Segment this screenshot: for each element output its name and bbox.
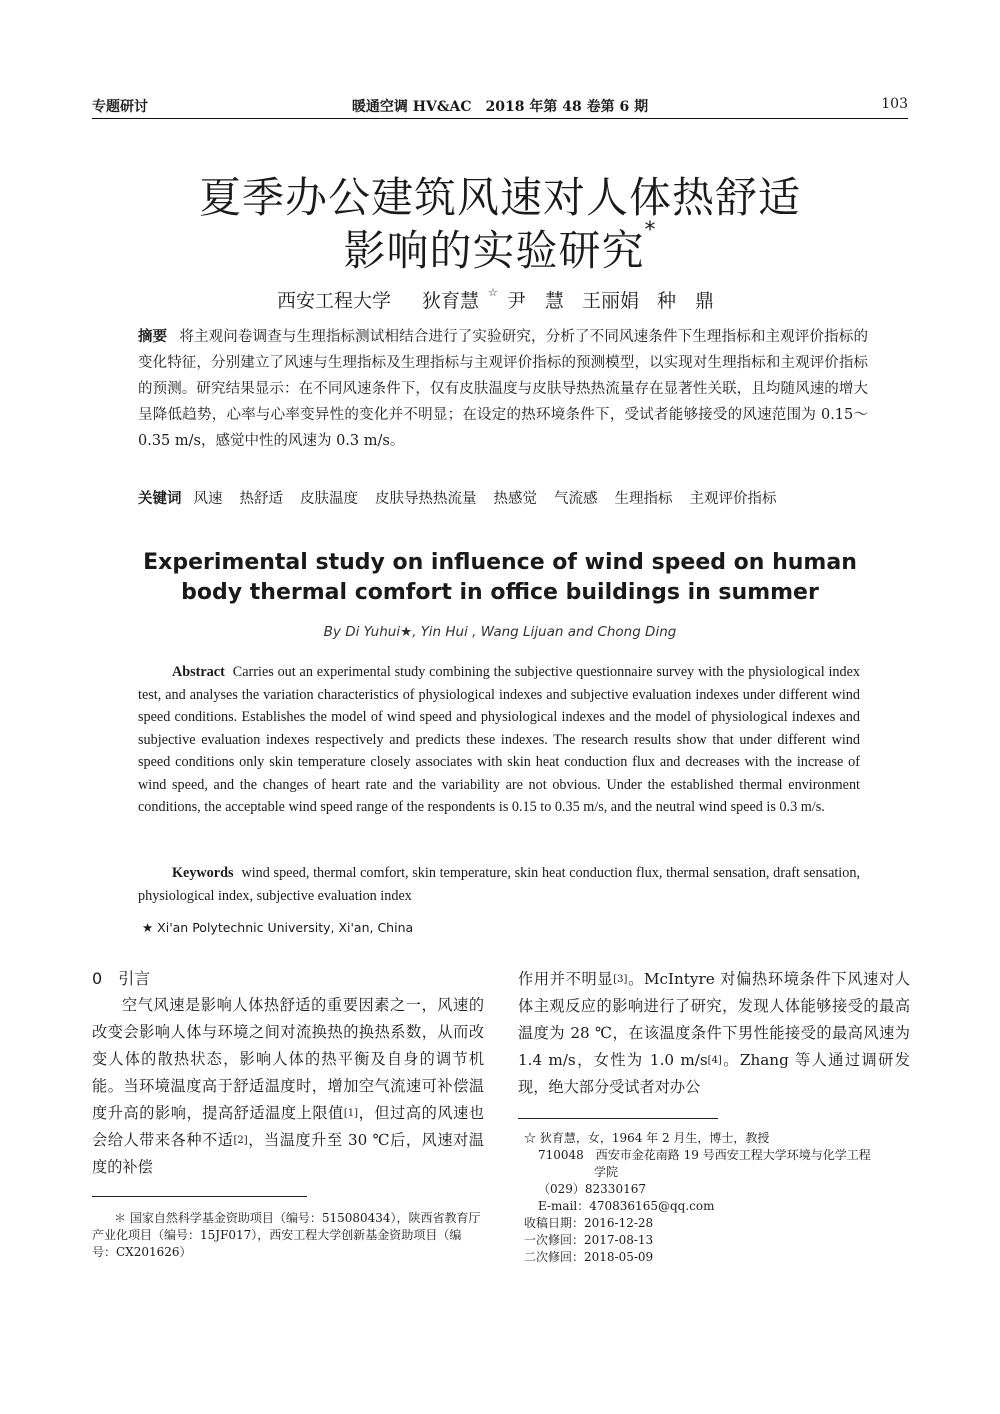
running-header-section: 专题研讨 — [92, 99, 148, 115]
footnote-line: 学院 — [594, 1165, 619, 1179]
footnote-revision-2: 二次修回：2018-05-09 — [524, 1250, 654, 1264]
citation: [3] — [613, 974, 628, 985]
author-institution: 西安工程大学 — [277, 290, 392, 312]
footnote-funding: ＊ 国家自然科学基金资助项目（编号：515080434），陕西省教育厅产业化项目（编号：15JF017），西安工程大学创新基金资助项目（编号：CX201626） — [92, 1211, 481, 1259]
en-abstract — [138, 661, 860, 819]
citation: [1] — [343, 1108, 359, 1119]
cn-keyword: 气流感 — [554, 491, 598, 507]
star-icon: ★ — [400, 624, 413, 640]
footnote-author-info — [524, 1130, 912, 1266]
page-title-line-2 — [0, 218, 1000, 278]
body-text: 作用并不明显 — [518, 970, 614, 988]
author-name: 王丽娟 — [581, 290, 639, 312]
cn-keyword: 热舒适 — [239, 491, 283, 507]
cn-keywords — [138, 486, 868, 512]
cn-keyword: 风速 — [193, 491, 223, 507]
body-text: 。Zhang 等人通过调研发现，绝大部分受试者对办公 — [518, 1051, 910, 1096]
citation: [4] — [707, 1055, 722, 1066]
en-author-rest: , Yin Hui , Wang Lijuan and Chong Ding — [412, 624, 677, 640]
header-rule — [92, 118, 908, 119]
cn-keyword: 皮肤导热热流量 — [375, 491, 477, 507]
footnote-rule — [518, 1118, 718, 1119]
en-abstract-text: Carries out an experimental study combining the subjective questionnaire survey with the physiological index test, and analyses the variation characteristics of physiological indexes and subjective evaluation indexes under different wind speed conditions. Establishes the model of wind speed and physiological indexes and the model of physiological indexes and subjective evaluation indexes respectively and predicts these indexes. The research results show that under different wind speed conditions only skin temperature closely associates with skin heat conduction flux and decreases with the increase of wind speed, and the changes of heart rate and the variability are not obvious. Under the established thermal environment conditions, the acceptable wind speed range of the respondents is 0.15 to 0.35 m/s, and the neutral wind speed is 0.3 m/s. — [138, 664, 860, 815]
body-text: ，但过高的风速也会给人带来各种不适 — [92, 1104, 485, 1149]
body-text: 空气风速是影响人体热舒适的重要因素之一，风速的改变会影响人体与环境之间对流换热的换热系数，从而改变人体的散热状态，影响人体的热平衡及自身的调节机能。当环境温度高于舒适温度时，增加空气流速可补偿温度升高的影响，提高舒适温度上限值 — [92, 996, 484, 1122]
en-keywords — [138, 862, 860, 907]
page-number: 103 — [881, 96, 908, 112]
body-column-left — [92, 992, 484, 1181]
en-keywords-text: wind speed, thermal comfort, skin temperature, skin heat conduction flux, thermal sensation, draft sensation, physiological index, subjective evaluation index — [138, 865, 860, 904]
author-name: 狄育慧 — [422, 290, 480, 312]
body-text: 。McIntyre 对偏热环境条件下风速对人体主观反应的影响进行了研究，发现人体能够接受的最高温度为 28 ℃，在该温度条件下男性能接受的最高风速为 1.4 m/s，女性为 1.0 m/s — [518, 970, 910, 1069]
en-author-lead: By Di Yuhui — [323, 624, 401, 640]
cn-keyword: 生理指标 — [614, 491, 673, 507]
section-title: 引言 — [118, 969, 151, 988]
en-title-line-2: body thermal comfort in office buildings in summer — [181, 580, 819, 605]
footnote-received-date: 收稿日期：2016-12-28 — [524, 1216, 654, 1230]
cn-keyword: 皮肤温度 — [300, 491, 358, 507]
title-footnote-mark: * — [644, 218, 657, 243]
page-title-line-1: 夏季办公建筑风速对人体热舒适 — [198, 173, 801, 222]
cn-keyword: 主观评价指标 — [689, 491, 777, 507]
en-abstract-label: Abstract — [172, 664, 225, 680]
cn-keyword: 热感觉 — [493, 491, 537, 507]
title-line-2-text: 影响的实验研究 — [343, 226, 645, 275]
cn-keywords-label: 关键词 — [138, 491, 182, 507]
footnote-revision-1: 一次修回：2017-08-13 — [524, 1233, 654, 1247]
cn-abstract-text: 将主观问卷调查与生理指标测试相结合进行了实验研究，分析了不同风速条件下生理指标和主观评价指标的变化特征，分别建立了风速与生理指标及生理指标与主观评价指标的预测模型，以实现对生理指标和主观评价指标的预测。研究结果显示：在不同风速条件下，仅有皮肤温度与皮肤导热热流量存在显著性关联，且均随风速的增大呈降低趋势，心率与心率变异性的变化并不明显；在设定的热环境条件下，受试者能够接受的风速范围为 0.15～0.35 m/s，感觉中性的风速为 0.3 m/s。 — [138, 329, 868, 449]
en-author-line — [0, 624, 1000, 640]
affiliation: ★ Xi'an Polytechnic University, Xi'an, China — [142, 920, 414, 935]
footnote-rule — [92, 1196, 307, 1197]
author-name: 种 鼎 — [656, 290, 714, 312]
footnote-line: 710048 西安市金花南路 19 号西安工程大学环境与化学工程 — [538, 1148, 871, 1162]
cn-abstract — [138, 324, 868, 454]
section-number: 0 — [92, 969, 103, 988]
body-column-right — [518, 966, 910, 1101]
citation: [2] — [233, 1135, 248, 1146]
author-line — [0, 286, 1000, 313]
en-title-line-1: Experimental study on influence of wind speed on human — [143, 550, 857, 575]
footnote-line: E-mail：470836165@qq.com — [538, 1199, 715, 1213]
author-name: 尹 慧 — [506, 290, 564, 312]
section-heading — [92, 966, 150, 989]
cn-abstract-label: 摘要 — [138, 329, 168, 345]
en-keywords-label: Keywords — [172, 865, 234, 881]
footnote-line: ☆ 狄育慧，女，1964 年 2 月生，博士，教授 — [524, 1131, 770, 1145]
author-mark: ☆ — [488, 286, 498, 299]
body-text: ，当温度升至 30 ℃后，风速对温度的补偿 — [92, 1131, 484, 1176]
running-header-journal: 暖通空调 HV&AC 2018 年第 48 卷第 6 期 — [351, 99, 649, 115]
footnote-line: （029）82330167 — [538, 1182, 646, 1196]
